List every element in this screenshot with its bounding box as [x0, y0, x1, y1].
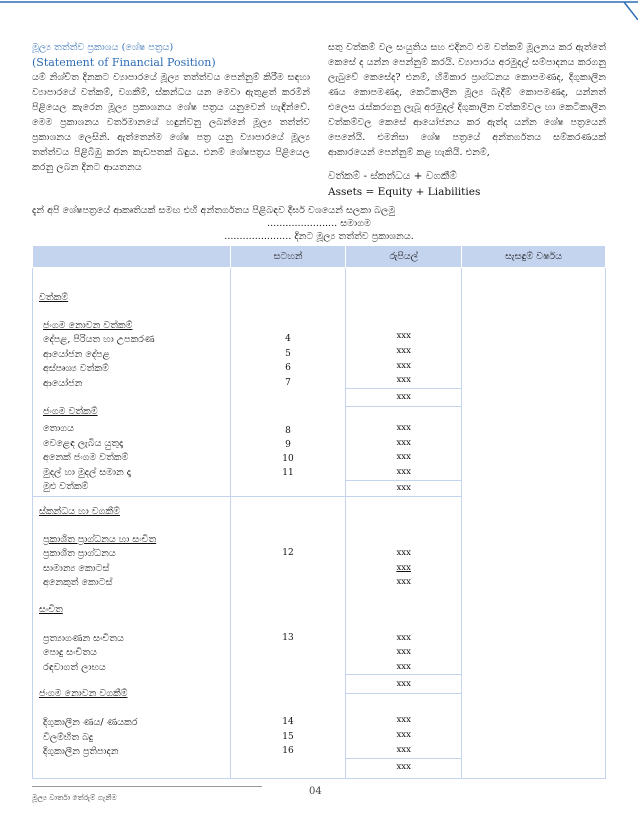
header-notes: සටහන් [230, 246, 346, 268]
item-intangibles: අස්පෘශ්‍ය වත්කම් [43, 363, 109, 374]
page-number: 04 [309, 786, 322, 797]
note-7: 7 [285, 378, 291, 388]
note-10: 10 [282, 454, 294, 464]
header-particulars [33, 246, 231, 268]
item-general-reserve: පොදු සංචිතය [43, 647, 97, 658]
item-other-current-assets: අනෙක් ජංගම වත්කම් [43, 452, 129, 463]
rupees-column [346, 268, 462, 779]
footer-rule [32, 786, 262, 787]
amount-investments: xxx [396, 375, 411, 385]
amount-inventory: xxx [396, 423, 411, 433]
note-6: 6 [285, 363, 291, 373]
right-text-column [328, 40, 606, 160]
item-revaluation-reserve: ප්‍රත්‍යාගණන සංචිතය [43, 633, 124, 644]
section-non-current-liabilities: ජංගම නොවන වගකීම් [39, 688, 128, 699]
left-text-column [32, 40, 310, 175]
equation-sinhala: වත්කම් - ස්කන්ධය + වගකීම් [328, 170, 457, 182]
cell-divider [346, 388, 461, 389]
amount-other-current: xxx [396, 452, 411, 462]
item-long-term-loans: දිගුකාලීන ණය/ ණයකර [43, 717, 138, 728]
cell-divider [346, 406, 461, 407]
item-stated-capital: ප්‍රකාශිත ප්‍රාග්ධනය [43, 548, 116, 559]
item-cash-equivalents: මුදල් හා මුදල් සමාන දෑ [43, 467, 131, 478]
item-investment-property: ආයෝජන දේපළ [43, 349, 110, 360]
item-receivables: වෙළෙඳ ලැබිය යුතුදෑ [43, 438, 124, 449]
table-header-row [33, 246, 606, 268]
header-rupees: රුපියල් [346, 246, 462, 268]
note-12: 12 [282, 548, 294, 558]
item-ppe: දේපළ, පිරියත හා උපකරණ [43, 334, 155, 345]
page-top-border [0, 0, 638, 20]
amount-investment-property: xxx [396, 346, 411, 356]
section-equity-liabilities: ස්කන්ධය හා වගකීම් [39, 506, 120, 517]
amount-total-current: xxx [396, 483, 411, 493]
balance-sheet-table [32, 245, 606, 779]
note-15: 15 [282, 732, 294, 742]
amount-other-shares: xxx [396, 577, 411, 587]
statement-date-line: ...................... දිනට මූල්‍ය තත්ත්ව ප්‍රකාශනය. [224, 231, 414, 242]
section-current-assets: ජංගම වත්කම් [43, 406, 98, 417]
row-divider [231, 496, 346, 497]
amount-ordinary-shares: xxx [396, 563, 411, 573]
note-16: 16 [282, 746, 294, 756]
left-body-text: යම් නිශ්චිත දිනකට ව්‍යාපාරයේ මූල්‍ය තත්ත්වය පෙන්නුම් කිරීම සඳහා ව්‍යාපාරයේ වත්කම්, වගකීම්, ස්කන්ධය යන මෙවා ඇතුළත් කරමින් පිළියෙල කැරෙන මූල්‍ය ප්‍රකාශනය ශේෂ පත්‍රය යනුවෙන් හැඳින්වේ. මෙම ප්‍රකාශනය වර්තමානයේ හඳුන්වනු ලබන්නේ මූල්‍ය තත්ත්ව ප්‍රකාශනය ලෙසිනි. ඇත්තෙන්ම ශේෂ පත්‍ර යනු ව්‍යාපාරයේ මූල්‍ය තත්ත්වය පිළිබිඹු කරන කැඩපතක් බඳුය. එනම් ශේෂපත්‍රය පිළියෙල කරනු ලබන දිනට ආයතනය [32, 72, 310, 173]
section-reserves: සංචිත [39, 604, 63, 615]
amount-stated-capital: xxx [396, 548, 411, 558]
row-divider [33, 496, 230, 497]
note-8: 8 [285, 426, 291, 436]
note-4: 4 [285, 334, 291, 344]
amount-long-term-loans: xxx [396, 715, 411, 725]
equation-english: Assets = Equity + Liabilities [328, 186, 481, 198]
notes-column [230, 268, 346, 779]
item-investments: ආයෝජන [43, 378, 83, 389]
section-non-current-assets: ජංගම නොවන වත්කම් [43, 320, 133, 331]
table-body-row [33, 268, 606, 779]
amount-intangibles: xxx [396, 361, 411, 371]
amount-reserves-total: xxx [396, 679, 411, 689]
cell-divider [346, 480, 461, 481]
section-assets: වත්කම් [39, 292, 69, 303]
comparative-year-column [462, 268, 606, 779]
section-issued-capital: ප්‍රකාශිත ප්‍රාග්ධනය හා සංචිත [43, 534, 157, 545]
amount-retained-earnings: xxx [396, 662, 411, 672]
amount-receivables: xxx [396, 438, 411, 448]
amount-revaluation-reserve: xxx [396, 633, 411, 643]
item-deferred-tax: විලම්භිත බදු [43, 732, 94, 743]
amount-general-reserve: xxx [396, 647, 411, 657]
note-5: 5 [285, 349, 291, 359]
item-ordinary-shares: සාමාන්‍ය කොටස් [43, 563, 110, 574]
note-11: 11 [282, 468, 294, 478]
particulars-column [33, 268, 231, 779]
item-inventory: තොගය [43, 423, 74, 434]
amount-non-current-total: xxx [396, 392, 411, 402]
note-13: 13 [282, 633, 294, 643]
intro-line: දැන් අපි ශේෂපත්‍රයේ ආකෘතියක් සමඟ එහි අන්තර්ගතය පිළිබඳව දීර්ඝ වශයෙන් සලකා බලමු [32, 205, 396, 216]
amount-ppe: xxx [396, 331, 411, 341]
amount-non-current-liab-total: xxx [396, 762, 411, 772]
cell-divider [346, 758, 461, 759]
amount-cash: xxx [396, 467, 411, 477]
cell-divider [346, 693, 461, 694]
section-heading-english: (Statement of Financial Position) [32, 56, 216, 69]
item-other-shares: අනෙකුත් කොටස් [43, 577, 113, 588]
item-total-current: මුළු වත්කම් [43, 481, 89, 492]
cell-divider [346, 674, 461, 675]
section-heading-sinhala: මූල්‍ය තත්ත්ව ප්‍රකාශය (ශේෂ පත්‍රය) [32, 42, 174, 53]
amount-deferred-tax: xxx [396, 730, 411, 740]
header-comparative-year: සැසඳුම් වර්ෂය [462, 246, 606, 268]
row-divider [346, 496, 461, 497]
right-body-text: සතු වත්කම් වල සංයුතිය සහ එදිනට එම වත්කම් මූලනය කර ඇත්තේ කෙසේ ද යන්න පෙන්නුම් කරයි. ව්‍යාපාරය අරමුදල් සම්පාදනය කරගනු ලැබුවේ කෙසේද? එනම්, හිමිකාර ප්‍රාග්ධනය කොපමණද, දිගුකාලීන ණය කොපමණද, කෙටිකාලීන මූල්‍ය බැදීම් කොපමණද, යන්නත් එලෙස රැස්කරගනු ලැබූ අරමුදල් දිගුකාලීන වත්කම්වල හා කෙටිකාලීන වත්කම්වල කෙසේ ආයෝජනය කර ඇත්ද යන්න ශේෂ පත්‍රයෙන් පෙනේයි. එමනිසා ශේෂ පත්‍රයේ අන්තර්ගතය සම්කරණයක් ආකාරයෙන් පෙන්නුම් කළ හැකියි. එනම්, [328, 42, 606, 158]
item-retained-earnings: රඳවාගත් ලාභය [43, 662, 106, 673]
item-long-term-provisions: දිගුකාලීන ප්‍රතිපාදන [43, 746, 119, 757]
company-line: ....................... සමාගම [267, 218, 371, 229]
note-14: 14 [282, 717, 294, 727]
footer-title: මූල්‍ය වාර්තා තේරුම් ගැනීම [32, 793, 117, 802]
amount-long-term-provisions: xxx [396, 745, 411, 755]
note-9: 9 [285, 440, 291, 450]
